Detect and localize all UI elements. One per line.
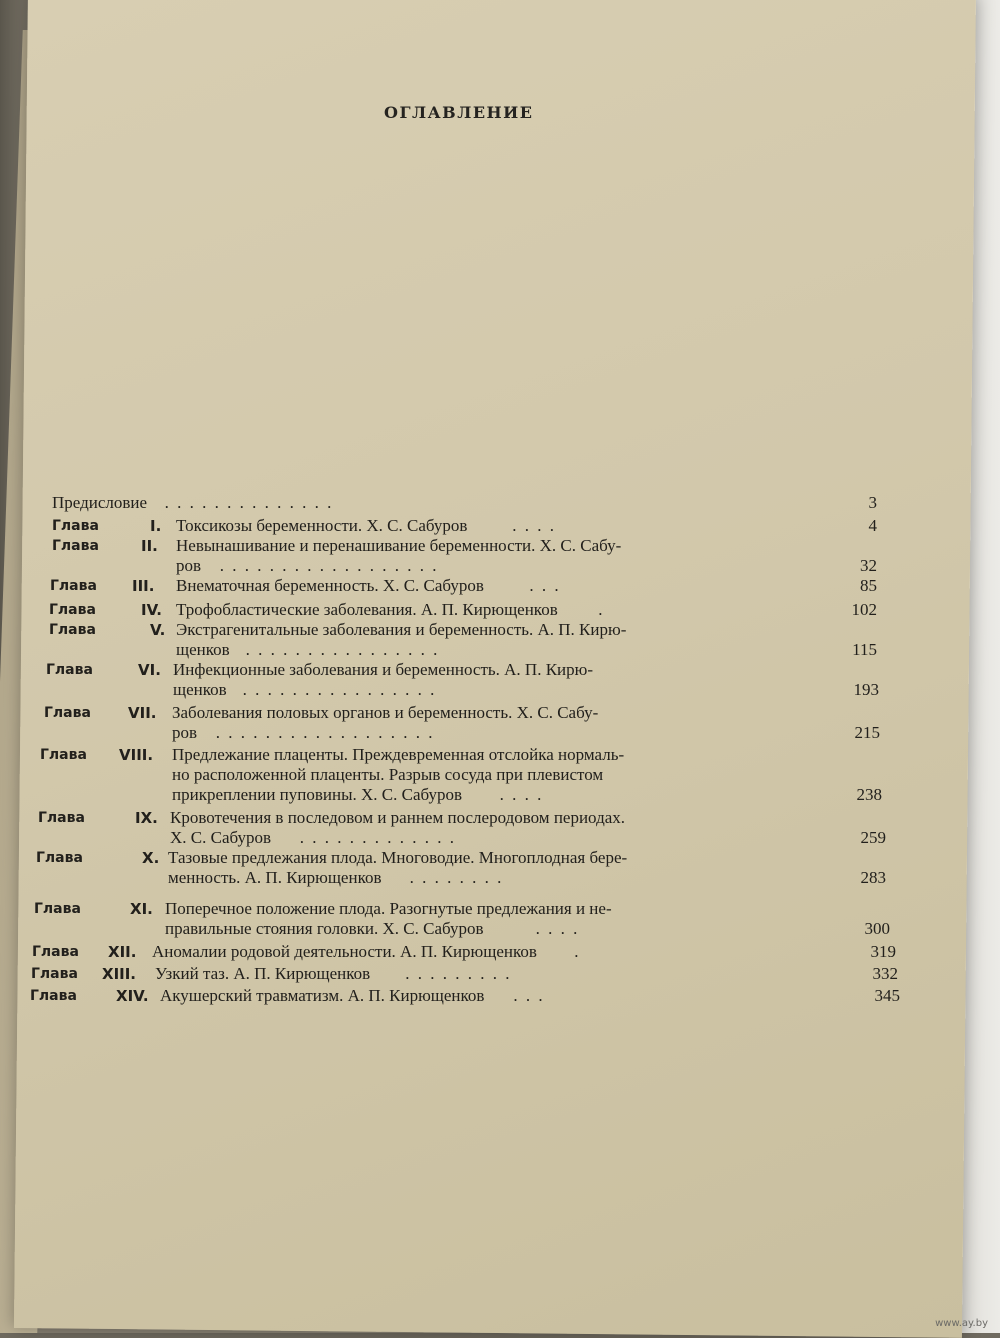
toc-entry-text: менность. А. П. Кирющенков	[168, 868, 382, 887]
page-number: 283	[860, 868, 886, 887]
chapter-number: VII.	[128, 704, 157, 722]
dot-leader: . . . . . . . . . . . . . .	[164, 493, 334, 512]
toc-entry-text: щенков	[176, 640, 230, 659]
chapter-number: V.	[150, 621, 166, 639]
dot-leader: . . . . . . . .	[409, 868, 504, 887]
chapter-number: IV.	[141, 601, 162, 619]
chapter-label: Глава	[30, 988, 77, 1004]
toc-entry-text: ров	[176, 556, 202, 575]
page-number: 32	[860, 556, 877, 575]
chapter-label: Глава	[31, 966, 78, 982]
chapter-label: Глава	[52, 538, 99, 554]
chapter-number: XII.	[108, 943, 137, 961]
chapter-number: III.	[132, 577, 155, 595]
page-number: 102	[851, 600, 877, 619]
toc-entry-text: Невынашивание и перенашивание беременности. Х. С. Сабу-	[176, 536, 622, 555]
dot-leader: . . .	[513, 986, 545, 1005]
page-number: 332	[872, 964, 898, 983]
chapter-number: VI.	[138, 661, 161, 679]
page-number: 115	[852, 640, 877, 659]
page-number: 300	[864, 919, 890, 938]
toc-entry-text: Предисловие	[52, 493, 148, 512]
toc-entry-text: прикреплении пуповины. Х. С. Сабуров	[172, 785, 463, 804]
dot-leader: . . . . . . . . .	[405, 964, 512, 983]
dot-leader: . . . .	[512, 516, 556, 535]
page-number: 85	[860, 576, 877, 595]
chapter-label: Глава	[40, 747, 87, 763]
dot-leader: . . . . . . . . . . . . . . . .	[242, 680, 437, 699]
toc-entry-text: Кровотечения в последовом и раннем послеродовом периодах.	[170, 808, 626, 827]
toc-entry-text: ров	[172, 723, 198, 742]
chapter-label: Глава	[52, 518, 99, 534]
toc-entry-text: Х. С. Сабуров	[170, 828, 272, 847]
toc-entry-text: Заболевания половых органов и беременность. Х. С. Сабу-	[172, 703, 599, 722]
page-title: ОГЛАВЛЕНИЕ	[384, 103, 534, 122]
page-number: 3	[868, 493, 877, 512]
chapter-number: VIII.	[119, 746, 154, 764]
chapter-label: Глава	[49, 602, 96, 618]
chapter-label: Глава	[50, 578, 97, 594]
page-number: 345	[874, 986, 900, 1005]
dot-leader: . . . .	[499, 785, 544, 804]
watermark: www.ay.by	[935, 1318, 988, 1329]
chapter-number: I.	[150, 517, 162, 535]
toc-entry-text: Аномалии родовой деятельности. А. П. Кирющенков	[152, 942, 537, 961]
page-number: 4	[868, 516, 877, 535]
toc-entry-text: Внематочная беременность. Х. С. Сабуров	[176, 576, 484, 595]
chapter-label: Глава	[49, 622, 96, 638]
toc-entry-text: щенков	[173, 680, 227, 699]
toc-entry-text: правильные стояния головки. Х. С. Сабуров	[165, 919, 484, 938]
dot-leader: . . . . . . . . . . . . .	[299, 828, 457, 847]
dot-leader: . . . . . . . . . . . . . . . . . .	[215, 723, 435, 742]
dot-leader: .	[598, 600, 605, 619]
chapter-label: Глава	[36, 850, 83, 866]
toc-entry-text: но расположенной плаценты. Разрыв сосуда при плевистом	[172, 765, 604, 784]
chapter-number: XIV.	[116, 987, 149, 1005]
chapter-label: Глава	[38, 810, 85, 826]
page-number: 319	[870, 942, 896, 961]
chapter-number: X.	[142, 849, 160, 867]
dot-leader: . . .	[529, 576, 561, 595]
dot-leader: . . . . . . . . . . . . . . . . . .	[219, 556, 439, 575]
toc-entry-text: Токсикозы беременности. Х. С. Сабуров	[176, 516, 468, 535]
toc-entry-text: Поперечное положение плода. Разогнутые предлежания и не-	[165, 899, 612, 918]
chapter-number: IX.	[135, 809, 158, 827]
chapter-label: Глава	[46, 662, 93, 678]
chapter-label: Глава	[34, 901, 81, 917]
toc-entry-text: Экстрагенитальные заболевания и беременность. А. П. Кирю-	[176, 620, 627, 639]
toc-entry-text: Тазовые предлежания плода. Многоводие. Многоплодная бере-	[168, 848, 628, 867]
page-number: 215	[854, 723, 880, 742]
chapter-label: Глава	[32, 944, 79, 960]
page-number: 238	[856, 785, 882, 804]
chapter-number: II.	[141, 537, 158, 555]
dot-leader: . . . . . . . . . . . . . . . .	[245, 640, 440, 659]
toc-entry-text: Предлежание плаценты. Преждевременная отслойка нормаль-	[172, 745, 625, 764]
dot-leader: . . . .	[535, 919, 580, 938]
chapter-number: XIII.	[102, 965, 137, 983]
page-number: 193	[853, 680, 879, 699]
dot-leader: .	[574, 942, 581, 961]
toc-entry-text: Узкий таз. А. П. Кирющенков	[155, 964, 371, 983]
toc-entry-text: Акушерский травматизм. А. П. Кирющенков	[160, 986, 485, 1005]
chapter-number: XI.	[130, 900, 153, 918]
page-number: 259	[860, 828, 886, 847]
toc-entry-text: Инфекционные заболевания и беременность. А. П. Кирю-	[173, 660, 593, 679]
toc-entry-text: Трофобластические заболевания. А. П. Кирющенков	[176, 600, 558, 619]
chapter-label: Глава	[44, 705, 91, 721]
